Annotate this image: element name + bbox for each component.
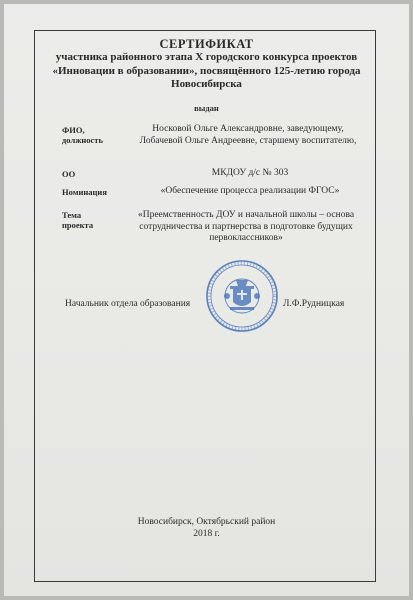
subtitle-line: «Инновации в образовании», посвящённого 125-летию города — [52, 64, 361, 77]
topic-value-line: «Преемственность ДОУ и начальной школы – основа — [137, 210, 355, 220]
subtitle-line: участника районного этапа X городского конкурса проектов — [55, 51, 358, 63]
subtitle-line: Новосибирска — [171, 78, 242, 90]
topic-label — [62, 210, 93, 230]
issued-label: выдан — [194, 103, 219, 113]
fio-value-line: Лобачевой Ольге Андреевне, старшему воспитателю, — [139, 135, 357, 146]
certificate-subtitle — [30, 51, 383, 92]
official-stamp — [203, 258, 281, 334]
oo-value: МКДОУ д/с № 303 — [211, 168, 289, 178]
topic-value-line: первоклассников» — [209, 233, 283, 243]
fio-label — [62, 125, 103, 145]
topic-value-line: сотрудничества и партнерства в подготовке будущих — [139, 221, 353, 232]
signatory-title: Начальник отдела образования — [65, 299, 191, 309]
footer-year: 2018 г. — [193, 529, 220, 539]
certificate-title: СЕРТИФИКАТ — [159, 37, 254, 51]
nomination-value: «Обеспечение процесса реализации ФГОС» — [160, 186, 340, 196]
topic-label-line: проекта — [62, 220, 94, 230]
fio-label-line: ФИО, — [62, 125, 85, 135]
fio-value — [128, 124, 368, 147]
fio-value-line: Носковой Ольге Александровне, заведующему, — [152, 124, 344, 134]
footer-place: Новосибирск, Октябрьский район — [137, 517, 276, 527]
nomination-label: Номинация — [62, 187, 107, 197]
footer — [0, 516, 413, 540]
topic-label-line: Тема — [62, 210, 82, 220]
topic-value — [118, 210, 374, 245]
oo-label: ОО — [62, 169, 76, 179]
fio-label-line: должность — [62, 135, 103, 145]
signatory-name: Л.Ф.Рудницкая — [283, 299, 345, 309]
